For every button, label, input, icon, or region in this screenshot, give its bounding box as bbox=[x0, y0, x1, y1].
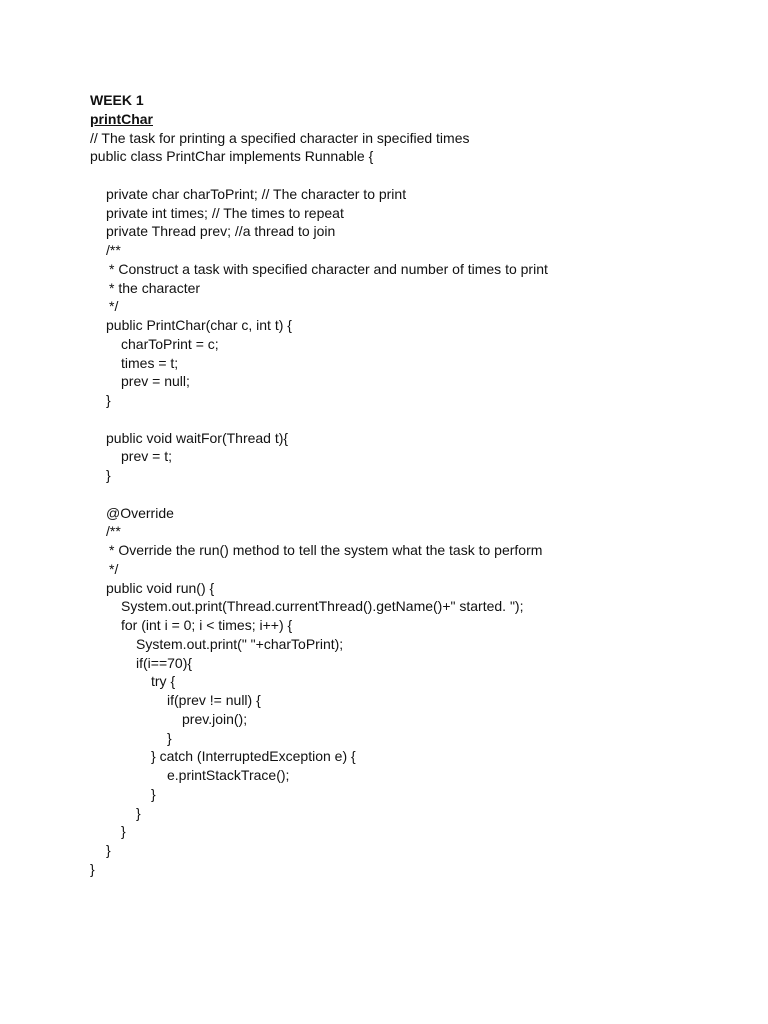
code-line: public class PrintChar implements Runnable { bbox=[90, 148, 374, 165]
code-line: } bbox=[106, 842, 111, 858]
code-line: */ bbox=[109, 560, 119, 577]
code-line: } bbox=[151, 785, 156, 802]
code-line: charToPrint = c; bbox=[121, 335, 219, 352]
code-line: } catch (InterruptedException e) { bbox=[151, 748, 356, 765]
code-line: try { bbox=[151, 673, 176, 690]
code-line: } bbox=[136, 804, 141, 821]
code-line: */ bbox=[109, 298, 119, 315]
code-line: prev = null; bbox=[121, 373, 190, 390]
section-title: printChar bbox=[90, 110, 153, 127]
code-line: public void waitFor(Thread t){ bbox=[106, 429, 289, 446]
code-line: private char charToPrint; // The character to print bbox=[106, 185, 407, 202]
code-line: private Thread prev; //a thread to join bbox=[106, 223, 336, 240]
code-line: @Override bbox=[106, 504, 174, 521]
code-line: times = t; bbox=[121, 354, 179, 371]
code-line: * Override the run() method to tell the system what the task to perform bbox=[109, 542, 543, 558]
code-line: public void run() { bbox=[106, 579, 215, 596]
code-line: prev = t; bbox=[121, 448, 172, 465]
code-line: public PrintChar(char c, int t) { bbox=[106, 317, 292, 333]
code-line: if(i==70){ bbox=[136, 654, 193, 671]
code-line: } bbox=[106, 392, 111, 408]
week-heading: WEEK 1 bbox=[90, 92, 144, 108]
code-line bbox=[90, 410, 730, 429]
code-line: } bbox=[167, 729, 172, 746]
code-line: private int times; // The times to repeat bbox=[106, 204, 344, 221]
code-line bbox=[90, 485, 730, 504]
code-block bbox=[90, 129, 730, 879]
code-line: for (int i = 0; i < times; i++) { bbox=[121, 617, 293, 633]
code-line: } bbox=[90, 860, 95, 877]
code-line: // The task for printing a specified character in specified times bbox=[90, 129, 470, 146]
code-line: } bbox=[106, 467, 111, 483]
code-line: prev.join(); bbox=[182, 710, 248, 727]
code-line: if(prev != null) { bbox=[167, 692, 261, 708]
code-line: /** bbox=[106, 242, 121, 258]
code-line: System.out.print(" "+charToPrint); bbox=[136, 635, 344, 652]
code-line: * the character bbox=[109, 279, 201, 296]
code-line: * Construct a task with specified character and number of times to print bbox=[109, 260, 548, 277]
code-line: System.out.print(Thread.currentThread().getName()+" started. "); bbox=[121, 598, 524, 615]
code-line: } bbox=[121, 823, 126, 840]
document-page bbox=[90, 91, 730, 879]
code-line: /** bbox=[106, 523, 121, 540]
code-line bbox=[90, 166, 730, 185]
code-line: e.printStackTrace(); bbox=[167, 767, 290, 783]
